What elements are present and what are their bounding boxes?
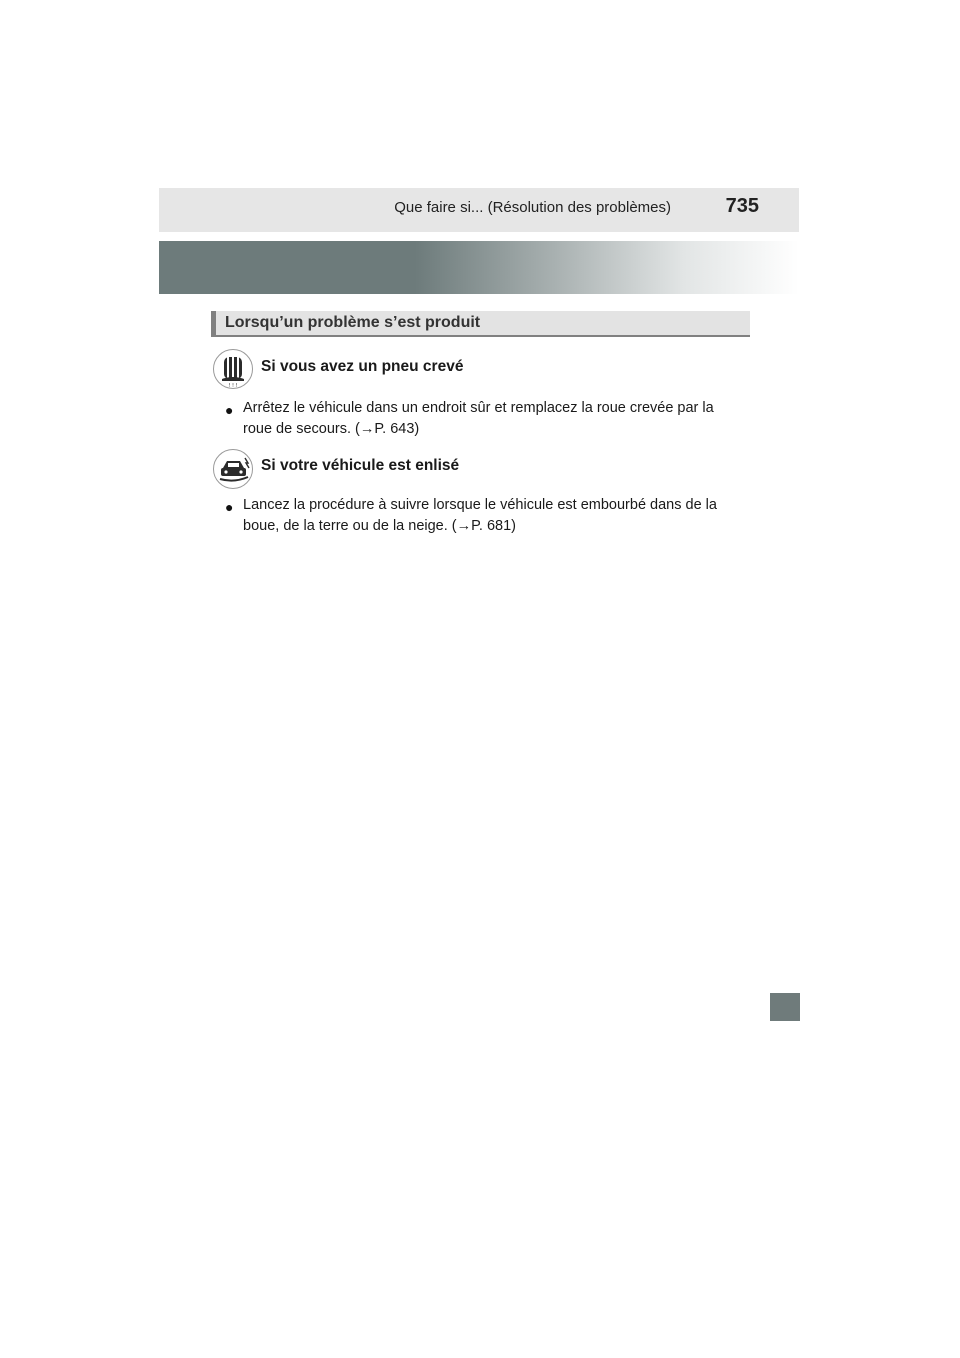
section-title-bar <box>211 311 750 337</box>
header-section-title: Que faire si... (Résolution des problèmes) <box>394 199 671 216</box>
bullet-icon: ● <box>225 402 234 418</box>
svg-text:! ! !: ! ! ! <box>228 383 238 389</box>
paragraph-line: roue de secours. (→P. 643) <box>243 421 420 437</box>
chapter-tab-marker <box>770 993 800 1021</box>
section-title-marker <box>211 311 216 335</box>
paragraph-line: boue, de la terre ou de la neige. (→P. 681) <box>243 518 517 534</box>
page-number: 735 <box>725 195 759 217</box>
stuck-vehicle-icon <box>213 449 253 489</box>
chapter-banner <box>159 241 799 294</box>
paragraph-line: Arrêtez le véhicule dans un endroit sûr et remplacez la roue crevée par la <box>243 400 714 416</box>
section-title: Lorsqu’un problème s’est produit <box>225 314 481 331</box>
paragraph-stuck-vehicle <box>243 495 747 537</box>
flat-tire-icon <box>213 349 253 389</box>
subheading-stuck-vehicle: Si votre véhicule est enlisé <box>261 457 460 474</box>
paragraph-flat-tire <box>243 398 747 440</box>
page-header <box>159 188 799 232</box>
paragraph-line: Lancez la procédure à suivre lorsque le véhicule est embourbé dans de la <box>243 497 717 513</box>
bullet-icon: ● <box>225 499 234 515</box>
subheading-flat-tire: Si vous avez un pneu crevé <box>261 358 464 375</box>
